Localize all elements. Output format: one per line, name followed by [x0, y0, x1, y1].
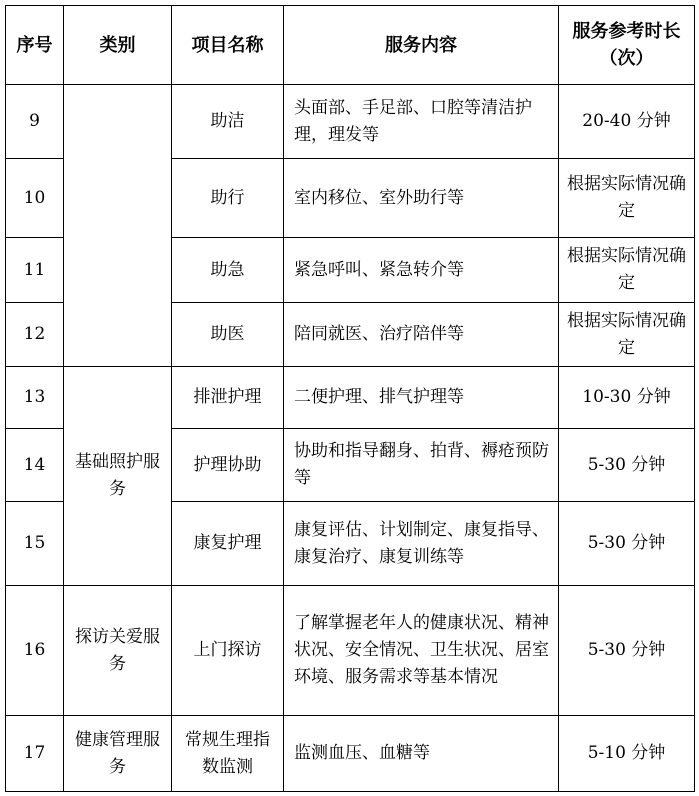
row-content: 二便护理、排气护理等 [284, 367, 559, 429]
row-no: 10 [6, 159, 64, 238]
row-item: 助医 [172, 303, 284, 367]
row-duration: 根据实际情况确定 [559, 238, 695, 303]
row-content: 协助和指导翻身、拍背、褥疮预防等 [284, 429, 559, 502]
header-category: 类别 [64, 6, 172, 85]
row-no: 11 [6, 238, 64, 303]
header-row [6, 6, 695, 85]
row-content: 紧急呼叫、紧急转介等 [284, 238, 559, 303]
row-no: 14 [6, 429, 64, 502]
row-duration: 5-30 分钟 [559, 429, 695, 502]
row-content: 头面部、手足部、口腔等清洁护理，理发等 [284, 85, 559, 159]
row-duration: 5-30 分钟 [559, 586, 695, 716]
row-item: 康复护理 [172, 502, 284, 586]
row-no: 16 [6, 586, 64, 716]
category-cell-empty [64, 85, 172, 367]
header-no: 序号 [6, 6, 64, 85]
row-item: 助急 [172, 238, 284, 303]
row-content: 监测血压、血糖等 [284, 716, 559, 792]
row-item: 护理协助 [172, 429, 284, 502]
row-item: 上门探访 [172, 586, 284, 716]
row-content: 康复评估、计划制定、康复指导、康复治疗、康复训练等 [284, 502, 559, 586]
row-content: 室内移位、室外助行等 [284, 159, 559, 238]
row-duration: 5-30 分钟 [559, 502, 695, 586]
category-health-mgmt: 健康管理服务 [64, 716, 172, 792]
service-table [5, 5, 695, 792]
row-duration: 5-10 分钟 [559, 716, 695, 792]
row-item: 常规生理指数监测 [172, 716, 284, 792]
row-content: 了解掌握老年人的健康状况、精神状况、安全情况、卫生状况、居室环境、服务需求等基本情况 [284, 586, 559, 716]
row-no: 13 [6, 367, 64, 429]
row-no: 12 [6, 303, 64, 367]
row-item: 排泄护理 [172, 367, 284, 429]
row-no: 17 [6, 716, 64, 792]
table-row [6, 586, 695, 716]
table-row [6, 85, 695, 159]
table-row [6, 716, 695, 792]
row-duration: 20-40 分钟 [559, 85, 695, 159]
row-content: 陪同就医、治疗陪伴等 [284, 303, 559, 367]
row-duration: 10-30 分钟 [559, 367, 695, 429]
row-item: 助洁 [172, 85, 284, 159]
category-basic-care: 基础照护服务 [64, 367, 172, 586]
category-visit-care: 探访关爱服务 [64, 586, 172, 716]
header-content: 服务内容 [284, 6, 559, 85]
header-duration: 服务参考时长（次） [559, 6, 695, 85]
row-no: 15 [6, 502, 64, 586]
row-duration: 根据实际情况确定 [559, 303, 695, 367]
row-item: 助行 [172, 159, 284, 238]
header-item: 项目名称 [172, 6, 284, 85]
row-no: 9 [6, 85, 64, 159]
table-row [6, 367, 695, 429]
row-duration: 根据实际情况确定 [559, 159, 695, 238]
